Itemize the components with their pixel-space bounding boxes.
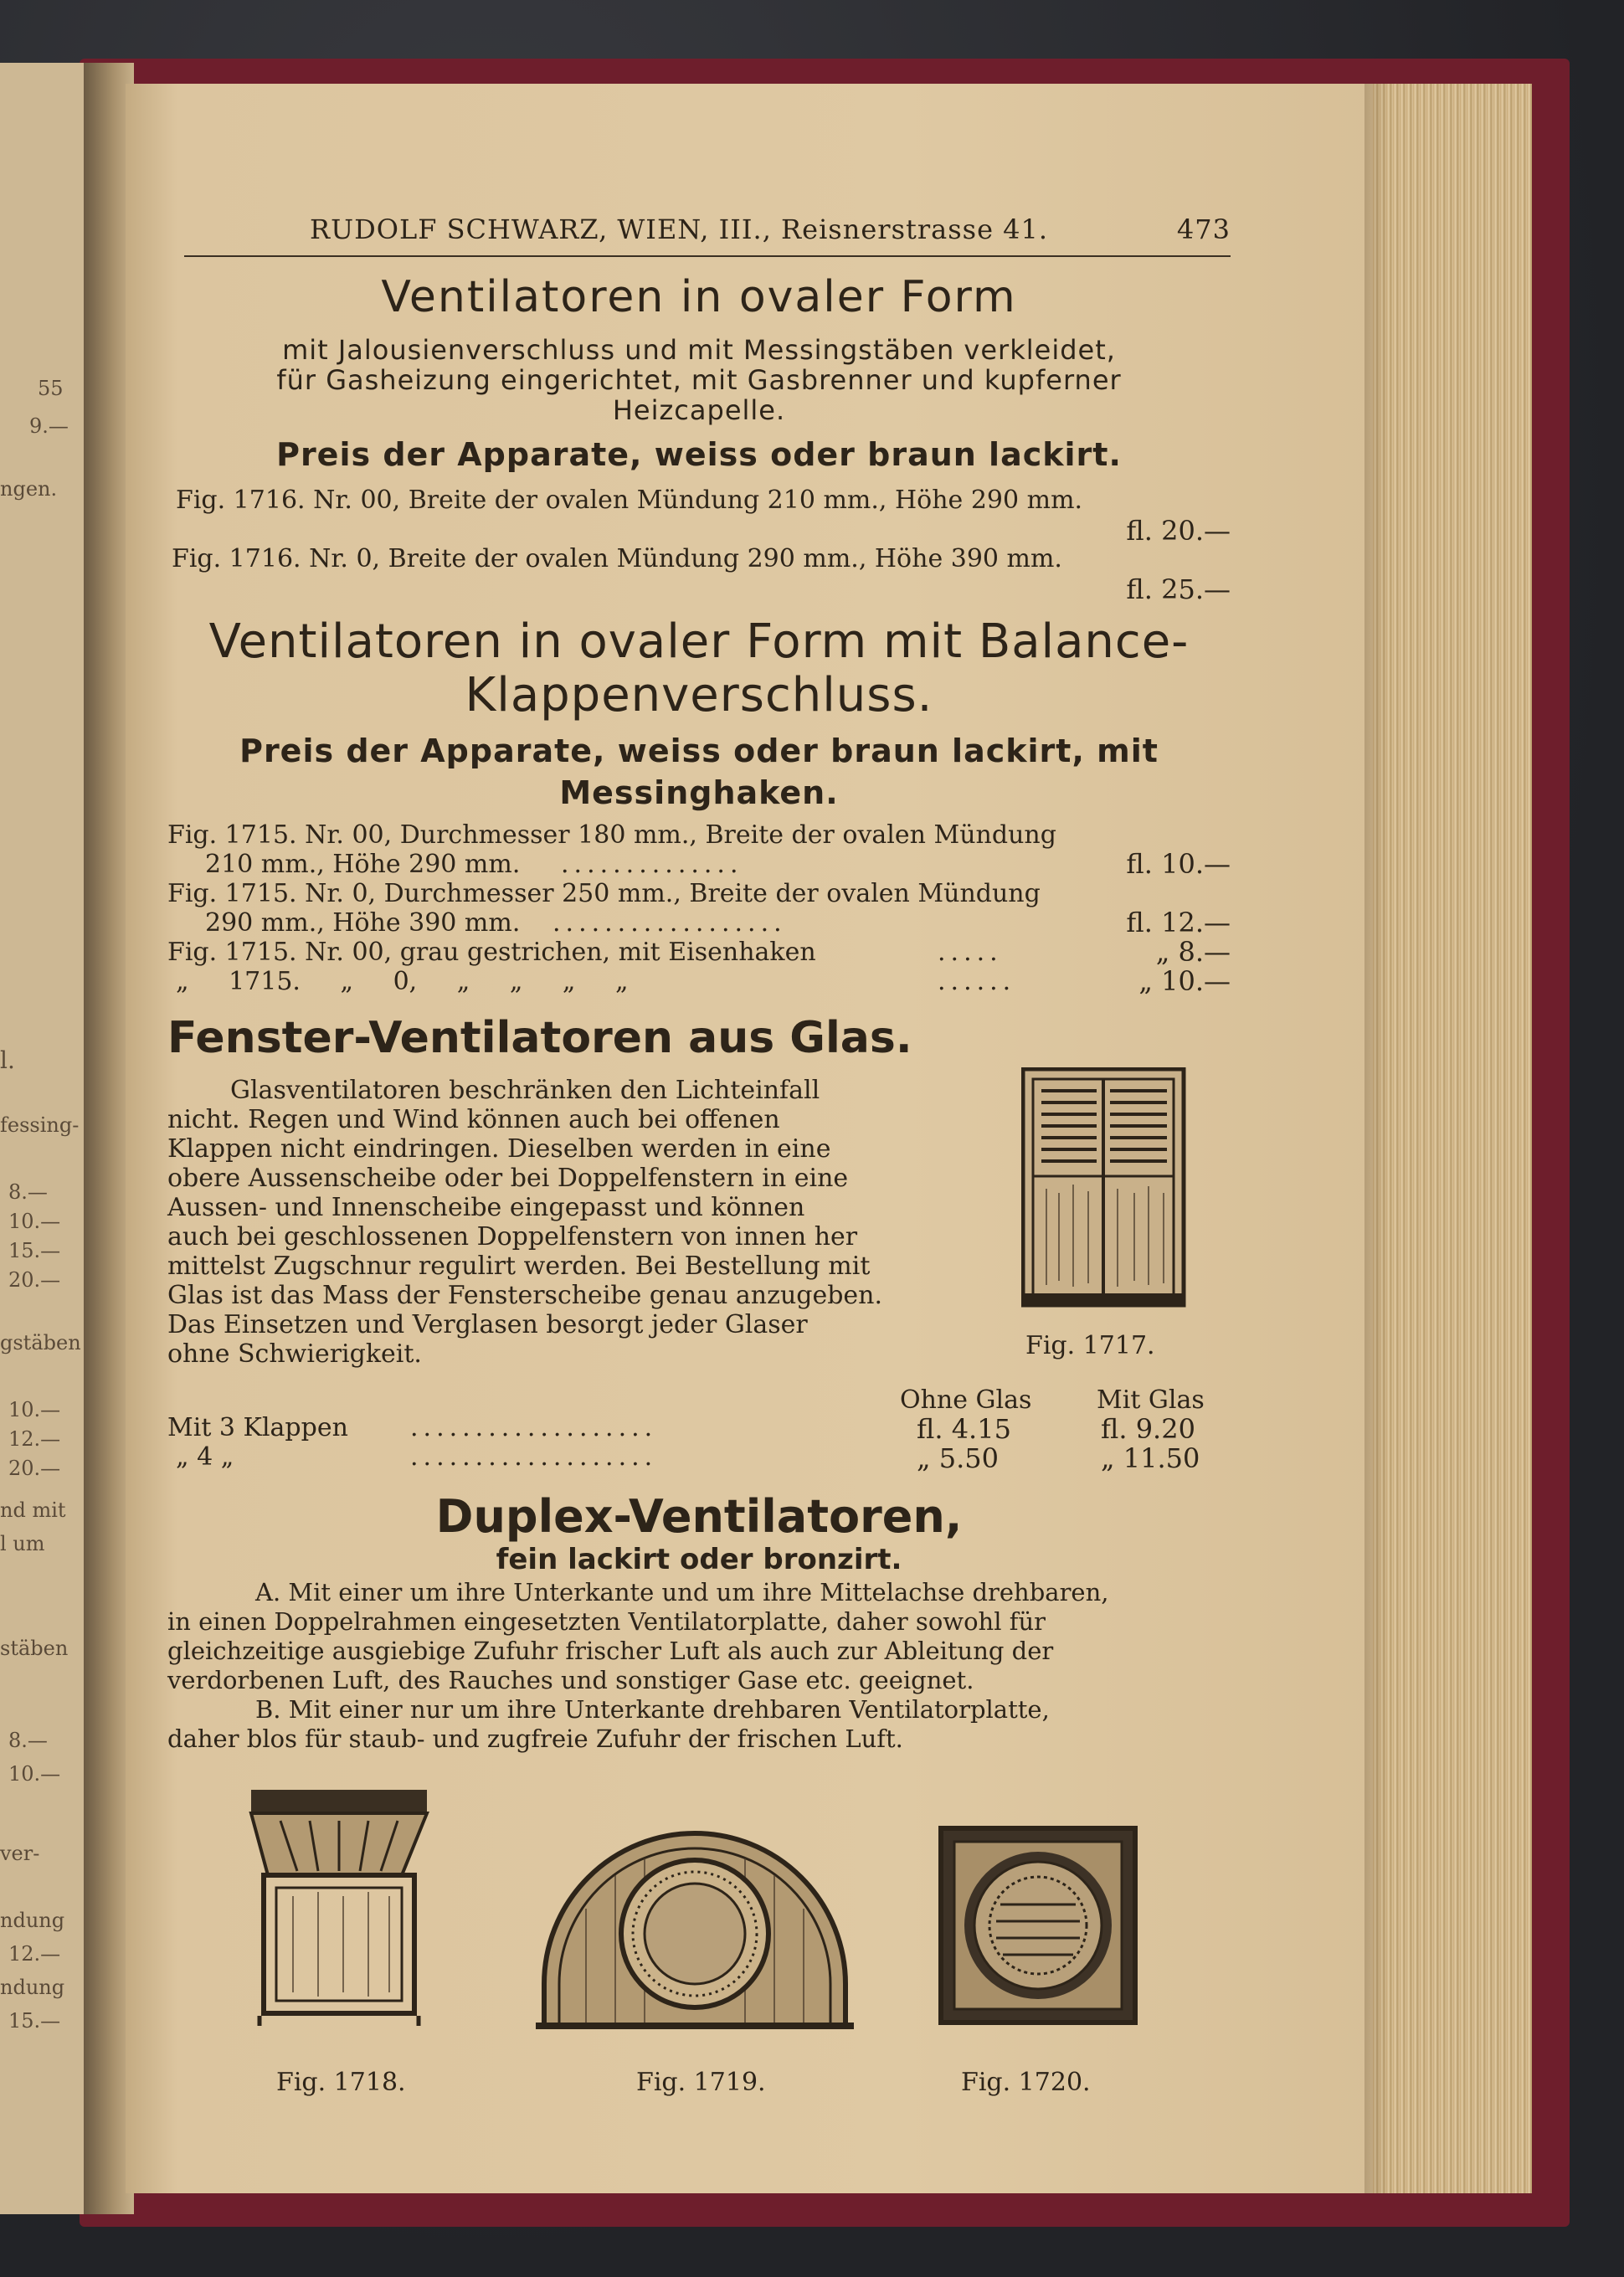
price-with-glass: fl. 9.20 [1101, 1413, 1195, 1445]
price-without-glass: fl. 4.15 [917, 1413, 1011, 1445]
left-fragment: ndung [0, 1909, 65, 1932]
section1-title: Ventilatoren in ovaler Form [381, 272, 1017, 322]
duplex-ventilator-illustration [234, 1783, 444, 2026]
row-price: fl. 12.— [1126, 907, 1231, 938]
section2-price-heading: Preis der Apparate, weiss oder braun lackirt, mit Messinghaken. [239, 732, 1159, 811]
figure-caption: Fig. 1720. [961, 2068, 1091, 2097]
window-ventilator-illustration [1021, 1067, 1189, 1310]
left-fragment: ngen. [0, 477, 58, 501]
section3-paragraph: Glasventilatoren beschränken den Lichteinfall nicht. Regen und Wind können auch bei offenen Klappen nicht eindringen. Dieselben werden in eine obere Aussenscheibe oder bei Doppelfenstern in eine Aussen- und Innenscheibe eingepasst und können auch bei geschlossenen Doppelfenstern von innen her mittelst Zugschnur regulirt werden. Bei Bestellung mit Glas ist das Mass der Fensterscheibe genau anzugeben. Das Einsetzen und Verglasen besorgt jeder Glaser ohne Schwierigkeit. [167, 1076, 883, 1369]
left-fragment: 55 [38, 377, 64, 400]
publisher-line: RUDOLF SCHWARZ, WIEN, III., Reisnerstrasse 41. [310, 213, 1049, 245]
section3-price-table: Ohne Glas Mit Glas Mit 3 Klappen ................... fl. 4.15 fl. 9.20 „ 4 „ ................... „ 5.50 „ 11.50 [167, 1385, 1205, 1474]
column-header: Ohne Glas [900, 1385, 1032, 1415]
left-fragment: ndung [0, 1976, 65, 1999]
row-price: „ 10.— [1138, 965, 1231, 997]
row: Fig. 1715. Nr. 00, grau gestrichen, mit Eisenhaken [167, 938, 816, 967]
row: 210 mm., Höhe 290 mm. [205, 850, 521, 879]
header-rule [184, 255, 1231, 257]
left-fragment: 20.— [8, 1457, 61, 1480]
left-fragment: 15.— [8, 2009, 61, 2033]
row: „ 1715. „ 0, „ „ „ „ [176, 967, 629, 996]
section4-paragraph: A. Mit einer um ihre Unterkante und um ihre Mittelachse drehbaren, in einen Doppelrahmen eingesetzten Ventilatorplatte, daher sowohl für gleichzeitige ausgiebige Zufuhr frischer Luft als auch zur Ableitung der verdorbenen Luft, des Rauches und sonstiger Gase etc. geeignet. B. Mit einer nur um ihre Unterkante drehbaren Ventilatorplatte, daher blos für staub- und zugfreie Zufuhr der frischen Luft. [167, 1578, 1109, 1753]
row-price: fl. 10.— [1126, 848, 1231, 880]
price-with-glass: „ 11.50 [1101, 1442, 1200, 1474]
left-fragment: 12.— [8, 1942, 61, 1966]
left-fragment: 9.— [29, 414, 69, 438]
item-text: Fig. 1716. Nr. 0, Breite der ovalen Mündung 290 mm., Höhe 390 mm. [172, 544, 1062, 573]
left-fragment: l um [0, 1532, 45, 1555]
section2-title: Ventilatoren in ovaler Form mit Balance- Klappenverschluss. [208, 614, 1190, 722]
left-fragment: 10.— [8, 1398, 61, 1421]
section2-items: Fig. 1715. Nr. 00, Durchmesser 180 mm., Breite der ovalen Mündung 210 mm., Höhe 290 mm. .............. fl. 10.— Fig. 1715. Nr. 0, Durchmesser 250 mm., Breite der ovalen Mündung 290 mm., Höhe 390 mm. .................. fl. 12.— Fig. 1715. Nr. 00, grau gestrichen, mit Eisenhaken ..... „ 8.— „ 1715. „ 0, „ „ „ „ ...... „ 10.— [167, 820, 1231, 997]
item-price: fl. 25.— [1126, 573, 1231, 605]
left-fragment: gstäben [0, 1331, 81, 1354]
section4-title: Duplex-Ventilatoren, [435, 1490, 963, 1543]
page-edges [1373, 84, 1532, 2193]
left-fragment: 20.— [8, 1268, 61, 1292]
section1-items [167, 486, 1231, 603]
figure-caption: Fig. 1718. [276, 2068, 406, 2097]
row-label: Mit 3 Klappen [167, 1413, 348, 1442]
item-text: Fig. 1716. Nr. 00, Breite der ovalen Mündung 210 mm., Höhe 290 mm. [176, 486, 1083, 515]
left-fragment: 8.— [8, 1180, 48, 1204]
square-ventilator-illustration [938, 1825, 1138, 2026]
item-price: fl. 20.— [1126, 515, 1231, 547]
left-fragment: 12.— [8, 1427, 61, 1451]
arched-ventilator-illustration [536, 1817, 854, 2034]
row: Fig. 1715. Nr. 00, Durchmesser 180 mm., Breite der ovalen Mündung [167, 820, 1056, 850]
row-price: „ 8.— [1155, 936, 1231, 968]
figure-caption: Fig. 1717. [1025, 1331, 1155, 1360]
section4-subtitle: fein lackirt oder bronzirt. [496, 1543, 902, 1576]
left-fragment: 10.— [8, 1762, 61, 1786]
left-fragment: 8.— [8, 1729, 48, 1752]
section1-desc: mit Jalousienverschluss und mit Messingstäben verkleidet, für Gasheizung eingerichtet, mit Gasbrenner und kupferner Heizcapelle. [276, 334, 1122, 426]
section1-price-heading: Preis der Apparate, weiss oder braun lackirt. [276, 436, 1122, 473]
left-fragment: stäben [0, 1637, 69, 1660]
left-fragment: 15.— [8, 1239, 61, 1262]
left-fragment: ver- [0, 1842, 40, 1865]
left-fragment: 10.— [8, 1210, 61, 1233]
row: Fig. 1715. Nr. 0, Durchmesser 250 mm., Breite der ovalen Mündung [167, 879, 1041, 908]
page-number: 473 [1176, 213, 1231, 245]
column-header: Mit Glas [1097, 1385, 1205, 1415]
left-fragment: fessing- [0, 1113, 80, 1137]
row-label: „ 4 „ [176, 1442, 234, 1472]
left-fragment: l. [0, 1046, 15, 1074]
row: 290 mm., Höhe 390 mm. [205, 908, 521, 938]
section3-title: Fenster-Ventilatoren aus Glas. [167, 1013, 912, 1063]
left-fragment: nd mit [0, 1498, 66, 1522]
figure-caption: Fig. 1719. [636, 2068, 766, 2097]
price-without-glass: „ 5.50 [917, 1442, 999, 1474]
